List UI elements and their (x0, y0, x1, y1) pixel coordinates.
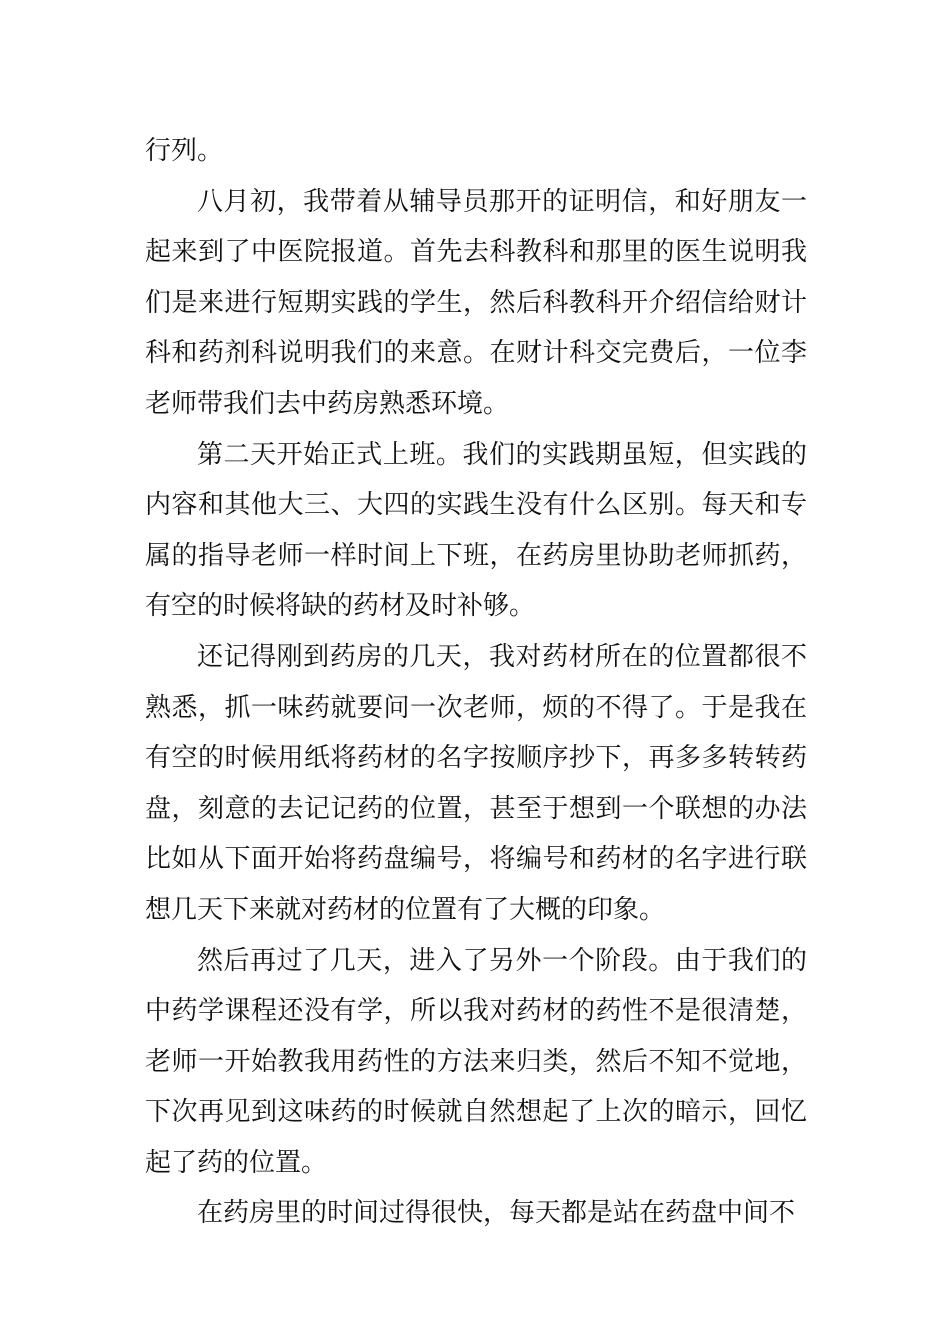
paragraph-learning-positions: 还记得刚到药房的几天，我对药材所在的位置都很不熟悉，抓一味药就要问一次老师，烦的不得了。于是我在有空的时候用纸将药材的名字按顺序抄下，再多多转转药盘，刻意的去记记药的位置，甚至于想到一个联想的办法比如从下面开始将药盘编号，将编号和药材的名字进行联想几天下来就对药材的位置有了大概的印象。 (145, 641, 807, 925)
paragraph-next-stage: 然后再过了几天，进入了另外一个阶段。由于我们的中药学课程还没有学，所以我对药材的药性不是很清楚，老师一开始教我用药性的方法来归类，然后不知不觉地，下次再见到这味药的时候就自然想起了上次的暗示，回忆起了药的位置。 (145, 945, 807, 1178)
paragraph-time-passing: 在药房里的时间过得很快，每天都是站在药盘中间不 (197, 1198, 796, 1229)
paragraph-continuation: 行列。 (145, 136, 224, 166)
paragraph-first-day: 第二天开始正式上班。我们的实践期虽短，但实践的内容和其他大三、大四的实践生没有什么区别。每天和专属的指导老师一样时间上下班，在药房里协助老师抓药，有空的时候将缺的药材及时补够。 (145, 439, 807, 622)
paragraph-arrival: 八月初，我带着从辅导员那开的证明信，和好朋友一起来到了中医院报道。首先去科教科和那里的医生说明我们是来进行短期实践的学生，然后科教科开介绍信给财计科和药剂科说明我们的来意。在财计科交完费后，一位李老师带我们去中药房熟悉环境。 (145, 186, 807, 419)
document-body (145, 126, 807, 1239)
